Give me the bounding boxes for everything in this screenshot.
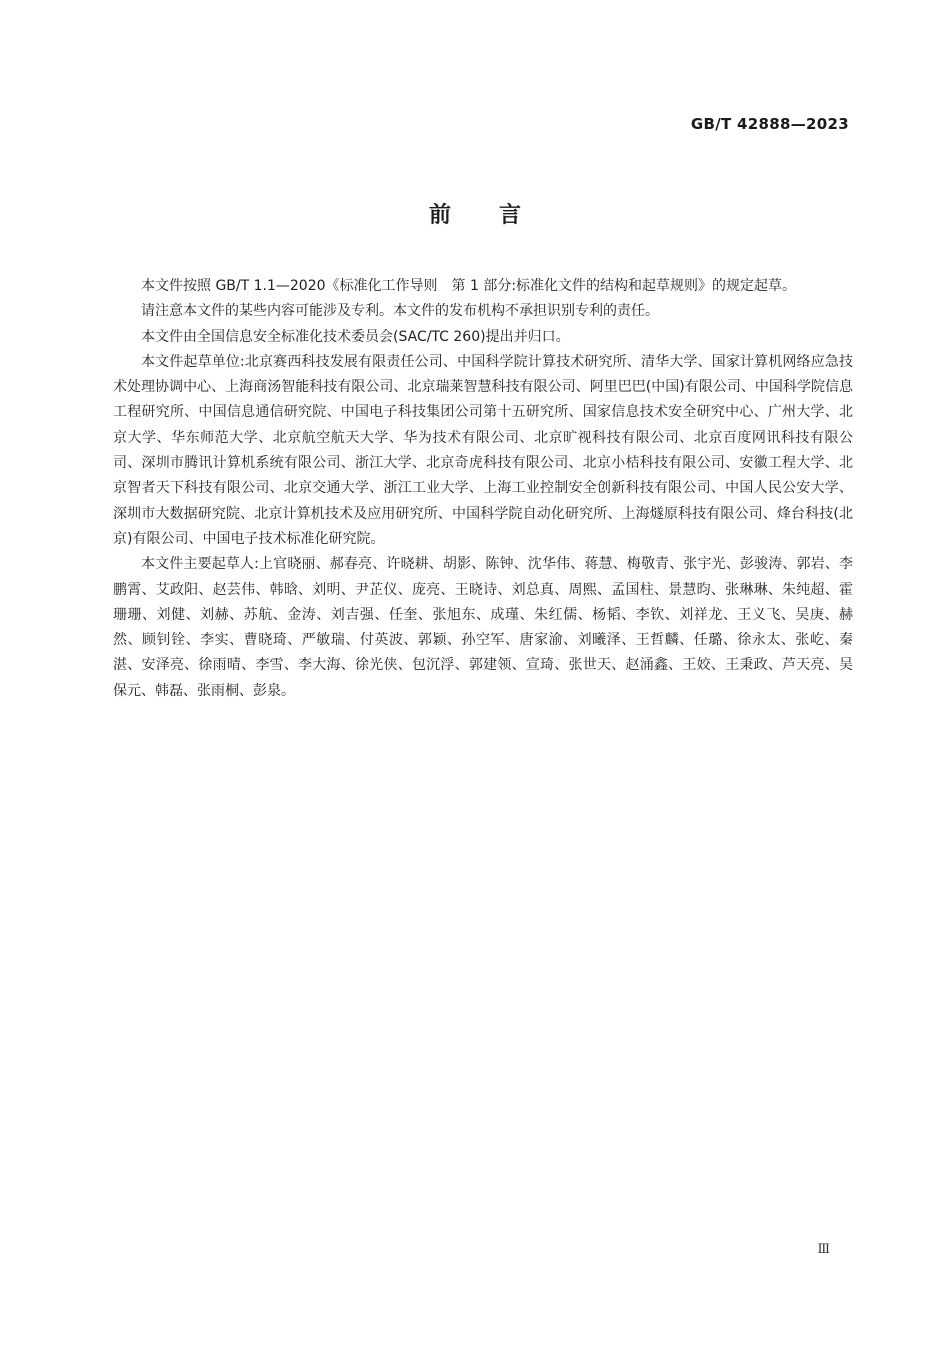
paragraph-proposer: 本文件由全国信息安全标准化技术委员会(SAC/TC 260)提出并归口。	[141, 328, 570, 345]
foreword-body	[113, 274, 853, 704]
standard-number: GB/T 42888—2023	[690, 115, 849, 133]
page-number: Ⅲ	[817, 1242, 830, 1257]
page-title: 前言	[428, 203, 569, 228]
paragraph-drafting-units: 本文件起草单位:北京赛西科技发展有限责任公司、中国科学院计算技术研究所、清华大学、国家计算机网络应急技术处理协调中心、上海商汤智能科技有限公司、北京瑞莱智慧科技有限公司、阿里巴巴(中国)有限公司、中国科学院信息工程研究所、中国信息通信研究院、中国电子科技集团公司第十五研究所、国家信息技术安全研究中心、广州大学、北京大学、华东师范大学、北京航空航天大学、华为技术有限公司、北京旷视科技有限公司、北京百度网讯科技有限公司、深圳市腾讯计算机系统有限公司、浙江大学、北京奇虎科技有限公司、北京小桔科技有限公司、安徽工程大学、北京智者天下科技有限公司、北京交通大学、浙江工业大学、上海工业控制安全创新科技有限公司、中国人民公安大学、深圳市大数据研究院、北京计算机技术及应用研究所、中国科学院自动化研究所、上海燧原科技有限公司、烽台科技(北京)有限公司、中国电子技术标准化研究院。	[113, 353, 853, 547]
paragraph-patent-notice: 请注意本文件的某些内容可能涉及专利。本文件的发布机构不承担识别专利的责任。	[141, 303, 659, 320]
paragraph-drafters: 本文件主要起草人:上官晓丽、郝春亮、许晓耕、胡影、陈钟、沈华伟、蒋慧、梅敬青、张宇光、彭骏涛、郭岩、李鹏霄、艾政阳、赵芸伟、韩晗、刘明、尹芷仪、庞亮、王晓诗、刘总真、周熙、孟国柱、景慧昀、张琳琳、朱纯超、霍珊珊、刘健、刘赫、苏航、金涛、刘吉强、任奎、张旭东、成瑾、朱红儒、杨韬、李钦、刘祥龙、王义飞、吴庚、赫然、顾钊铨、李实、曹晓琦、严敏瑞、付英波、郭颖、孙空军、唐家渝、刘曦泽、王哲麟、任璐、徐永太、张屹、秦湛、安泽亮、徐雨晴、李雪、李大海、徐光侠、包沉浮、郭建领、宣琦、张世天、赵涌鑫、王姣、王秉政、芦天亮、吴保元、韩磊、张雨桐、彭泉。	[113, 556, 853, 699]
paragraph-drafting-rules: 本文件按照 GB/T 1.1—2020《标准化工作导则 第 1 部分:标准化文件的结构和起草规则》的规定起草。	[141, 278, 797, 294]
